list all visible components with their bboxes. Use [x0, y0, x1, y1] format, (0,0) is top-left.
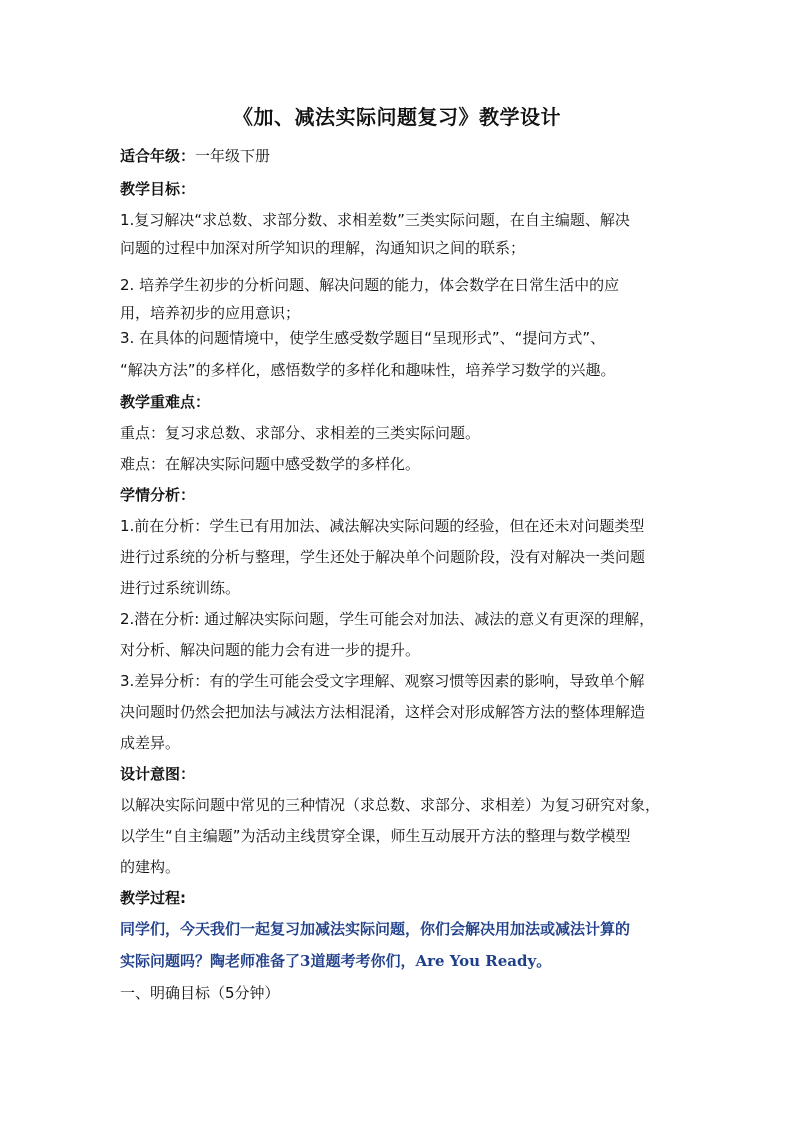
- focus-line: 重点：复习求总数、求部分、求相差的三类实际问题。: [120, 424, 481, 442]
- intent-line-1: 以解决实际问题中常见的三种情况（求总数、求部分、求相差）为复习研究对象，: [120, 796, 661, 814]
- intent-heading: 设计意图：: [120, 765, 196, 783]
- objective-3-line-1: 3. 在具体的问题情境中，使学生感受数学题目“呈现形式”、“提问方式”、: [120, 329, 606, 347]
- analysis-1-line-3: 进行过系统训练。: [120, 579, 241, 597]
- objective-1-line-2: 问题的过程中加深对所学知识的理解，沟通知识之间的联系；: [120, 239, 526, 257]
- grade-line: [120, 145, 270, 167]
- intent-line-2: 以学生“自主编题”为活动主线贯穿全课，师生互动展开方法的整理与数学模型: [120, 827, 631, 845]
- analysis-2-line-1: 2.潜在分析: 通过解决实际问题，学生可能会对加法、减法的意义有更深的理解，: [120, 610, 655, 628]
- objective-2-line-2: 用，培养初步的应用意识；: [120, 304, 301, 322]
- analysis-1-line-1: 1.前在分析：学生已有用加法、减法解决实际问题的经验，但在还未对问题类型: [120, 517, 645, 535]
- process-intro-line-2: 实际问题吗？陶老师准备了3道题考考你们，Are You Ready。: [120, 952, 552, 970]
- process-heading: 教学过程:: [120, 889, 186, 907]
- analysis-1-line-2: 进行过系统的分析与整理，学生还处于解决单个问题阶段，没有对解决一类问题: [120, 548, 646, 566]
- objective-3-line-2: “解决方法”的多样化，感悟数学的多样化和趣味性，培养学习数学的兴趣。: [120, 361, 616, 379]
- objective-1-line-1: 1.复习解决“求总数、求部分数、求相差数”三类实际问题，在自主编题、解决: [120, 211, 630, 229]
- analysis-2-line-2: 对分析、解决问题的能力会有进一步的提升。: [120, 641, 421, 659]
- key-points-heading: 教学重难点：: [120, 393, 211, 411]
- process-intro-line-1: 同学们，今天我们一起复习加减法实际问题，你们会解决用加法或减法计算的: [120, 920, 631, 938]
- analysis-heading: 学情分析：: [120, 486, 196, 504]
- intent-line-3: 的建构。: [120, 858, 181, 876]
- analysis-3-line-2: 决问题时仍然会把加法与减法方法相混淆，这样会对形成解答方法的整体理解造: [120, 703, 646, 721]
- objective-2-line-1: 2. 培养学生初步的分析问题、解决问题的能力，体会数学在日常生活中的应: [120, 276, 620, 294]
- process-step-1: 一、明确目标（5分钟）: [120, 984, 280, 1002]
- analysis-3-line-1: 3.差异分析：有的学生可能会受文字理解、观察习惯等因素的影响，导致单个解: [120, 672, 645, 690]
- document-title: 《加、减法实际问题复习》教学设计: [233, 105, 561, 129]
- analysis-3-line-3: 成差异。: [120, 734, 181, 752]
- grade-value: 一年级下册: [195, 147, 271, 165]
- difficulty-line: 难点：在解决实际问题中感受数学的多样化。: [120, 455, 421, 473]
- objectives-heading: 教学目标：: [120, 180, 196, 198]
- grade-label: 适合年级：: [120, 147, 196, 165]
